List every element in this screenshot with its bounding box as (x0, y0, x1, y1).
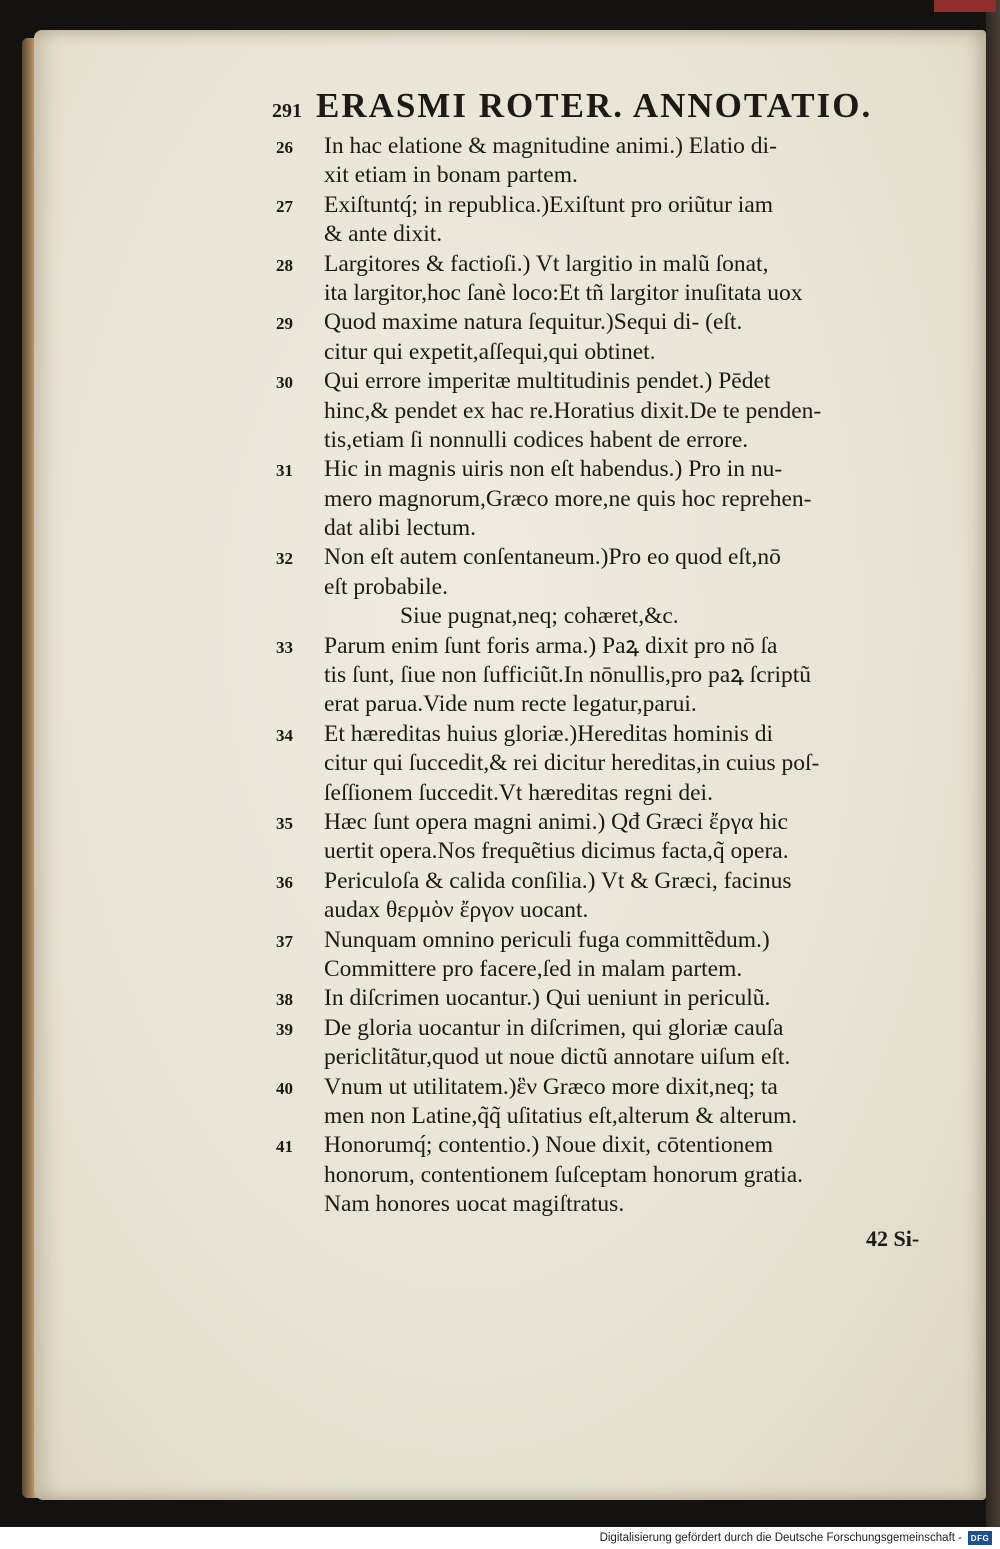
text-line (276, 837, 936, 866)
line-text: periclitãtur,quod ut noue dictũ annotare uiſum eſt. (324, 1044, 791, 1071)
text-line (276, 690, 936, 719)
line-text: Quod maxime natura ſequitur.)Sequi di- (eſt. (324, 309, 743, 336)
line-number: 32 (276, 549, 293, 569)
line-text: In hac elatione & magnitudine animi.) Elatio di- (324, 133, 777, 159)
line-text: uertit opera.Nos frequẽtius dicimus facta,q̃ opera. (324, 838, 789, 865)
text-line (276, 250, 936, 279)
line-number: 36 (276, 872, 293, 892)
line-number: 26 (276, 138, 293, 157)
text-line (276, 338, 936, 367)
text-line (276, 514, 936, 543)
line-text: Hic in magnis uiris non eſt habendus.) Pro in nu- (324, 456, 783, 483)
annotation-text (276, 132, 936, 1219)
text-line (276, 132, 936, 161)
line-text: eſt probabile. (324, 573, 448, 600)
line-number: 35 (276, 813, 293, 833)
line-text: hinc,& pendet ex hac re.Horatius dixit.De te penden- (324, 397, 822, 424)
line-number: 28 (276, 255, 293, 275)
page-edge-right (986, 0, 1000, 1527)
running-head-title: ERASMI ROTER. ANNOTATIO. (316, 86, 873, 125)
text-line (276, 720, 936, 749)
line-text: dat alibi lectum. (324, 515, 477, 542)
text-line (276, 867, 936, 896)
text-line (276, 749, 936, 778)
line-text: Hæc ſunt opera magni animi.) Qđ Græci ἔργα hic (324, 808, 788, 835)
line-number: 27 (276, 196, 293, 216)
text-line (276, 220, 936, 249)
text-line (276, 367, 936, 396)
line-number: 34 (276, 725, 293, 745)
line-number: 40 (276, 1078, 293, 1098)
text-line (276, 161, 936, 190)
line-text: Qui errore imperitæ multitudinis pendet.) Pēdet (324, 368, 771, 395)
color-marker (934, 0, 996, 12)
line-text: audax θερμὸν ἔργον uocant. (324, 897, 589, 924)
text-line (276, 896, 936, 925)
text-line (276, 661, 936, 690)
text-line (276, 984, 936, 1013)
line-number: 39 (276, 1019, 293, 1039)
text-line (276, 955, 936, 984)
text-line (276, 485, 936, 514)
line-text: citur qui ſuccedit,& rei dicitur hereditas,in cuius poſ- (324, 750, 820, 777)
text-line (276, 1161, 936, 1190)
line-text: Nam honores uocat magiſtratus. (324, 1191, 625, 1218)
text-line (276, 426, 936, 455)
line-text: tis,etiam ſi nonnulli codices habent de errore. (324, 426, 749, 453)
text-line (276, 191, 936, 220)
line-text: ita largitor,hoc ſanè loco:Et tñ largitor inuſitata uox (324, 279, 803, 306)
catchword: 42 Si- (866, 1226, 920, 1251)
page-number: 291 (272, 100, 302, 122)
line-text: De gloria uocantur in diſcrimen, qui gloriæ cauſa (324, 1014, 784, 1041)
line-text: Exiſtuntq́; in republica.)Exiſtunt pro oriũtur iam (324, 191, 774, 218)
text-line (276, 573, 936, 602)
line-text: Honorumq́; contentio.) Noue dixit, cōtentionem (324, 1132, 774, 1159)
text-line (276, 1102, 936, 1131)
line-text: citur qui expetit,aſſequi,qui obtinet. (324, 338, 656, 365)
line-text: Vnum ut utilitatem.)ἓν Græco more dixit,neq; ta (324, 1073, 778, 1100)
line-text: men non Latine,q̃q̃ uſitatius eſt,alterum & alterum. (324, 1102, 798, 1129)
line-number: 31 (276, 461, 293, 481)
text-line (276, 1043, 936, 1072)
line-text: Parum enim ſunt foris arma.) Paꝝ dixit pro nō ſa (324, 632, 778, 659)
line-text: tis ſunt, ſiue non ſufficiũt.In nōnullis,pro paꝝ ſcriptũ (324, 662, 812, 689)
line-text: In diſcrimen uocantur.) Qui ueniunt in periculũ. (324, 985, 771, 1012)
text-line (276, 1073, 936, 1102)
line-number: 41 (276, 1137, 293, 1157)
line-number: 38 (276, 990, 293, 1010)
text-line (276, 279, 936, 308)
line-text: honorum, contentionem ſuſceptam honorum gratia. (324, 1161, 804, 1188)
text-line (276, 632, 936, 661)
text-line (276, 1131, 936, 1160)
line-text: xit etiam in bonam partem. (324, 162, 578, 189)
text-line (276, 1014, 936, 1043)
line-text: Et hæreditas huius gloriæ.)Hereditas hominis di (324, 720, 774, 747)
text-line (276, 455, 936, 484)
footer-credit: Digitalisierung gefördert durch die Deutsche Forschungsgemeinschaft - (599, 1532, 962, 1544)
text-line (276, 1190, 936, 1219)
text-line (276, 808, 936, 837)
text-line (276, 308, 936, 337)
line-text: mero magnorum,Græco more,ne quis hoc reprehen- (324, 485, 812, 512)
footer-bar (0, 1527, 1000, 1549)
line-text: Largitores & factioſi.) Vt largitio in malũ ſonat, (324, 250, 769, 277)
line-number: 37 (276, 931, 293, 951)
line-text: Committere pro facere,ſed in malam partem. (324, 955, 743, 982)
line-text: Periculoſa & calida conſilia.) Vt & Græci, facinus (324, 867, 792, 894)
line-text: Nunquam omnino periculi fuga committẽdum.) (324, 926, 770, 953)
line-text: erat parua.Vide num recte legatur,parui. (324, 691, 697, 718)
text-line (276, 779, 936, 808)
line-text: Siue pugnat,neq; cohæret,&c. (400, 603, 679, 630)
line-number: 33 (276, 637, 293, 657)
text-line (276, 602, 936, 631)
running-head (272, 86, 912, 126)
text-line (276, 543, 936, 572)
line-text: ſeſſionem ſuccedit.Vt hæreditas regni dei. (324, 779, 713, 806)
line-number: 29 (276, 314, 293, 334)
line-text: Non eſt autem conſentaneum.)Pro eo quod eſt,nō (324, 544, 781, 571)
text-line (276, 926, 936, 955)
line-number: 30 (276, 373, 293, 393)
dfg-logo: DFG (968, 1531, 992, 1545)
text-line (276, 397, 936, 426)
line-text: & ante dixit. (324, 221, 443, 248)
